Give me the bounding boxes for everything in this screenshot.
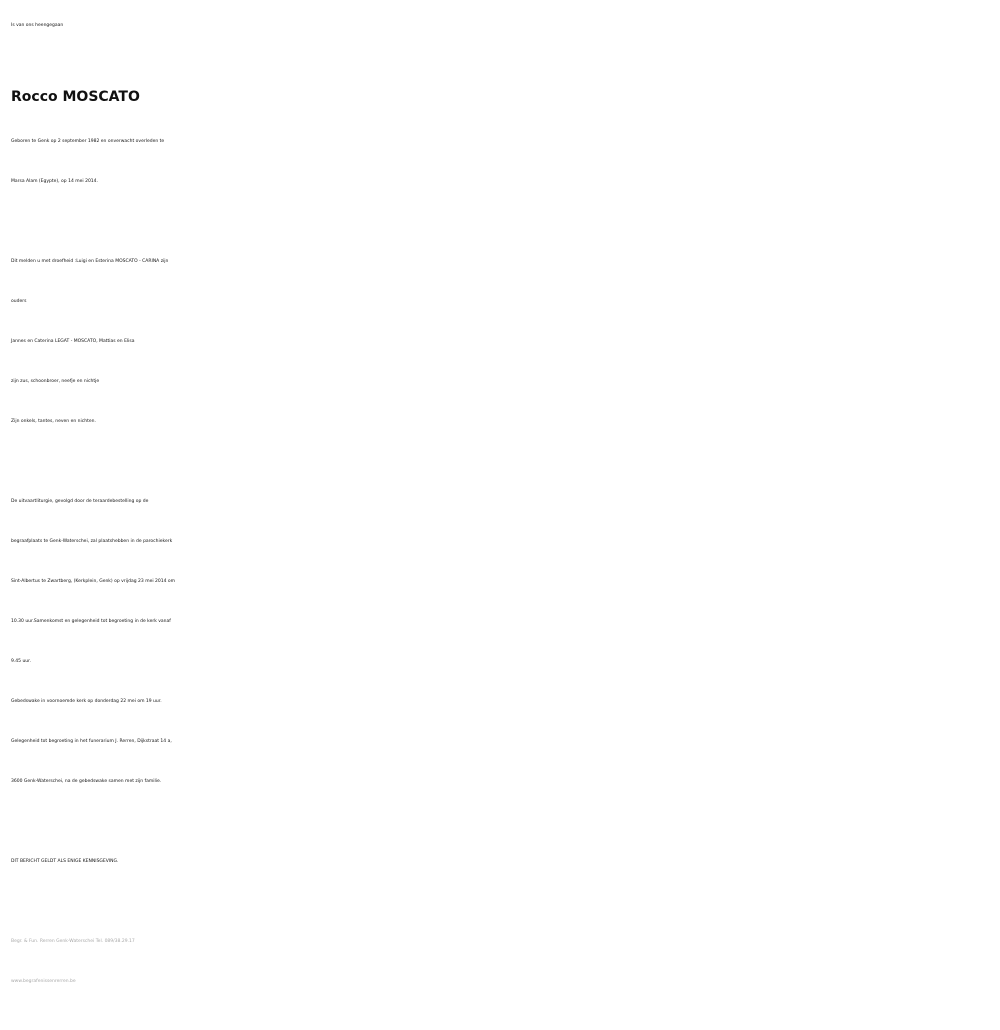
funeral-line: 10.30 uur.Samenkomst en gelegenheid tot begroeting in de kerk vanaf (11, 619, 171, 624)
spacer (11, 802, 991, 842)
birth-death-paragraph (11, 122, 991, 202)
funeral-line: begraafplaats te Genk-Waterschei, zal plaatshebben in de parochiekerk (11, 539, 173, 544)
funeral-line: Gelegenheid tot begroeting in het funerarium J. Rerren, Dijkstraat 14 a, (11, 739, 172, 744)
funeral-line: Sint-Albertus te Zwartberg, (Kerkplein, Genk) op vrijdag 23 mei 2014 om (11, 579, 176, 584)
birth-line: Geboren te Genk op 2 september 1982 en onverwacht overleden te (11, 139, 165, 144)
closing-statement: DIT BERICHT GELDT ALS ENIGE KENNISGEVING. (11, 859, 119, 864)
family-paragraph (11, 242, 991, 442)
spacer (11, 442, 991, 482)
family-line: Zijn onkels, tantes, neven en nichten. (11, 419, 96, 424)
spacer (11, 882, 991, 922)
family-line: ouders (11, 299, 27, 304)
death-notice (11, 6, 991, 1002)
family-line: Jannes en Caterina LEGAT - MOSCATO, Mattias en Elisa (11, 339, 135, 344)
birth-line: Marsa Alam (Egypte), op 14 mei 2014. (11, 179, 98, 184)
funeral-line: 9.45 uur. (11, 659, 32, 664)
deceased-name: Rocco MOSCATO (11, 89, 140, 105)
funeral-line: Gebedswake in voornoemde kerk op donderdag 22 mei om 19 uur. (11, 699, 162, 704)
funeral-paragraph (11, 482, 991, 802)
intro-text: Is van ons heengegaan (11, 23, 64, 28)
funeral-home-info: Begr. & Fun. Rerren Genk-Waterschei Tel. 089/38.29.17 (11, 939, 135, 944)
footer (11, 922, 991, 1002)
spacer (11, 202, 991, 242)
family-line: Dit melden u met droefheid :Luigi en Esterina MOSCATO - CARINA zijn (11, 259, 169, 264)
family-line: zijn zus, schoonbroer, neefje en nichtje (11, 379, 100, 384)
funeral-line: De uitvaartliturgie, gevolgd door de teraardebestelling op de (11, 499, 149, 504)
funeral-line: 3600 Genk-Waterschei, na de gebedswake samen met zijn familie. (11, 779, 162, 784)
website-link[interactable]: www.begrafenissenrerren.be (11, 979, 76, 984)
